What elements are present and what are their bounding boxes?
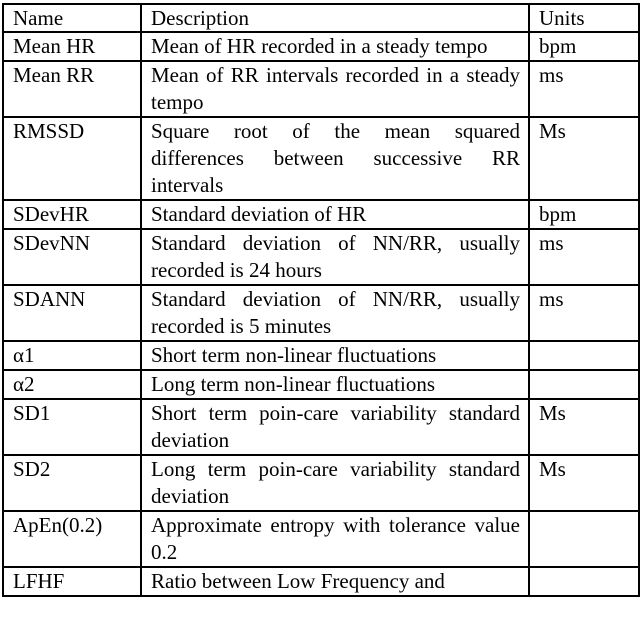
cell-name: LFHF (3, 567, 141, 596)
cell-name: SDANN (3, 285, 141, 341)
cell-name: α1 (3, 341, 141, 370)
cell-description: Ratio between Low Frequency and (141, 567, 529, 596)
cell-units: Ms (529, 117, 639, 200)
cell-description: Standard deviation of NN/RR, usually recorded is 5 minutes (141, 285, 529, 341)
cell-units: ms (529, 229, 639, 285)
cell-description: Long term poin-care variability standard deviation (141, 455, 529, 511)
table-row (3, 32, 639, 61)
hrv-parameters-table (2, 3, 640, 597)
cell-name: ApEn(0.2) (3, 511, 141, 567)
header-name: Name (3, 4, 141, 32)
table-row (3, 285, 639, 341)
cell-units: bpm (529, 200, 639, 229)
cell-units: ms (529, 285, 639, 341)
table-row (3, 567, 639, 596)
table-header-row (3, 4, 639, 32)
cell-description: Short term poin-care variability standard deviation (141, 399, 529, 455)
cell-units (529, 511, 639, 567)
table-row (3, 61, 639, 117)
cell-units: ms (529, 61, 639, 117)
cell-units: Ms (529, 399, 639, 455)
cell-name: α2 (3, 370, 141, 399)
cell-name: SD1 (3, 399, 141, 455)
cell-name: SDevHR (3, 200, 141, 229)
cell-description: Mean of RR intervals recorded in a steady tempo (141, 61, 529, 117)
cell-name: Mean HR (3, 32, 141, 61)
header-units: Units (529, 4, 639, 32)
table-row (3, 117, 639, 200)
cell-description: Standard deviation of NN/RR, usually recorded is 24 hours (141, 229, 529, 285)
cell-description: Standard deviation of HR (141, 200, 529, 229)
cell-units: Ms (529, 455, 639, 511)
cell-description: Square root of the mean squared differences between successive RR intervals (141, 117, 529, 200)
cell-units: bpm (529, 32, 639, 61)
table-row (3, 370, 639, 399)
cell-units (529, 370, 639, 399)
header-description: Description (141, 4, 529, 32)
cell-units (529, 567, 639, 596)
cell-name: SDevNN (3, 229, 141, 285)
cell-name: SD2 (3, 455, 141, 511)
cell-description: Long term non-linear fluctuations (141, 370, 529, 399)
cell-description: Short term non-linear fluctuations (141, 341, 529, 370)
table-row (3, 341, 639, 370)
cell-description: Approximate entropy with tolerance value 0.2 (141, 511, 529, 567)
cell-name: Mean RR (3, 61, 141, 117)
cell-description: Mean of HR recorded in a steady tempo (141, 32, 529, 61)
table-row (3, 511, 639, 567)
table-row (3, 200, 639, 229)
table-row (3, 455, 639, 511)
cell-units (529, 341, 639, 370)
cell-name: RMSSD (3, 117, 141, 200)
table-row (3, 399, 639, 455)
table-row (3, 229, 639, 285)
